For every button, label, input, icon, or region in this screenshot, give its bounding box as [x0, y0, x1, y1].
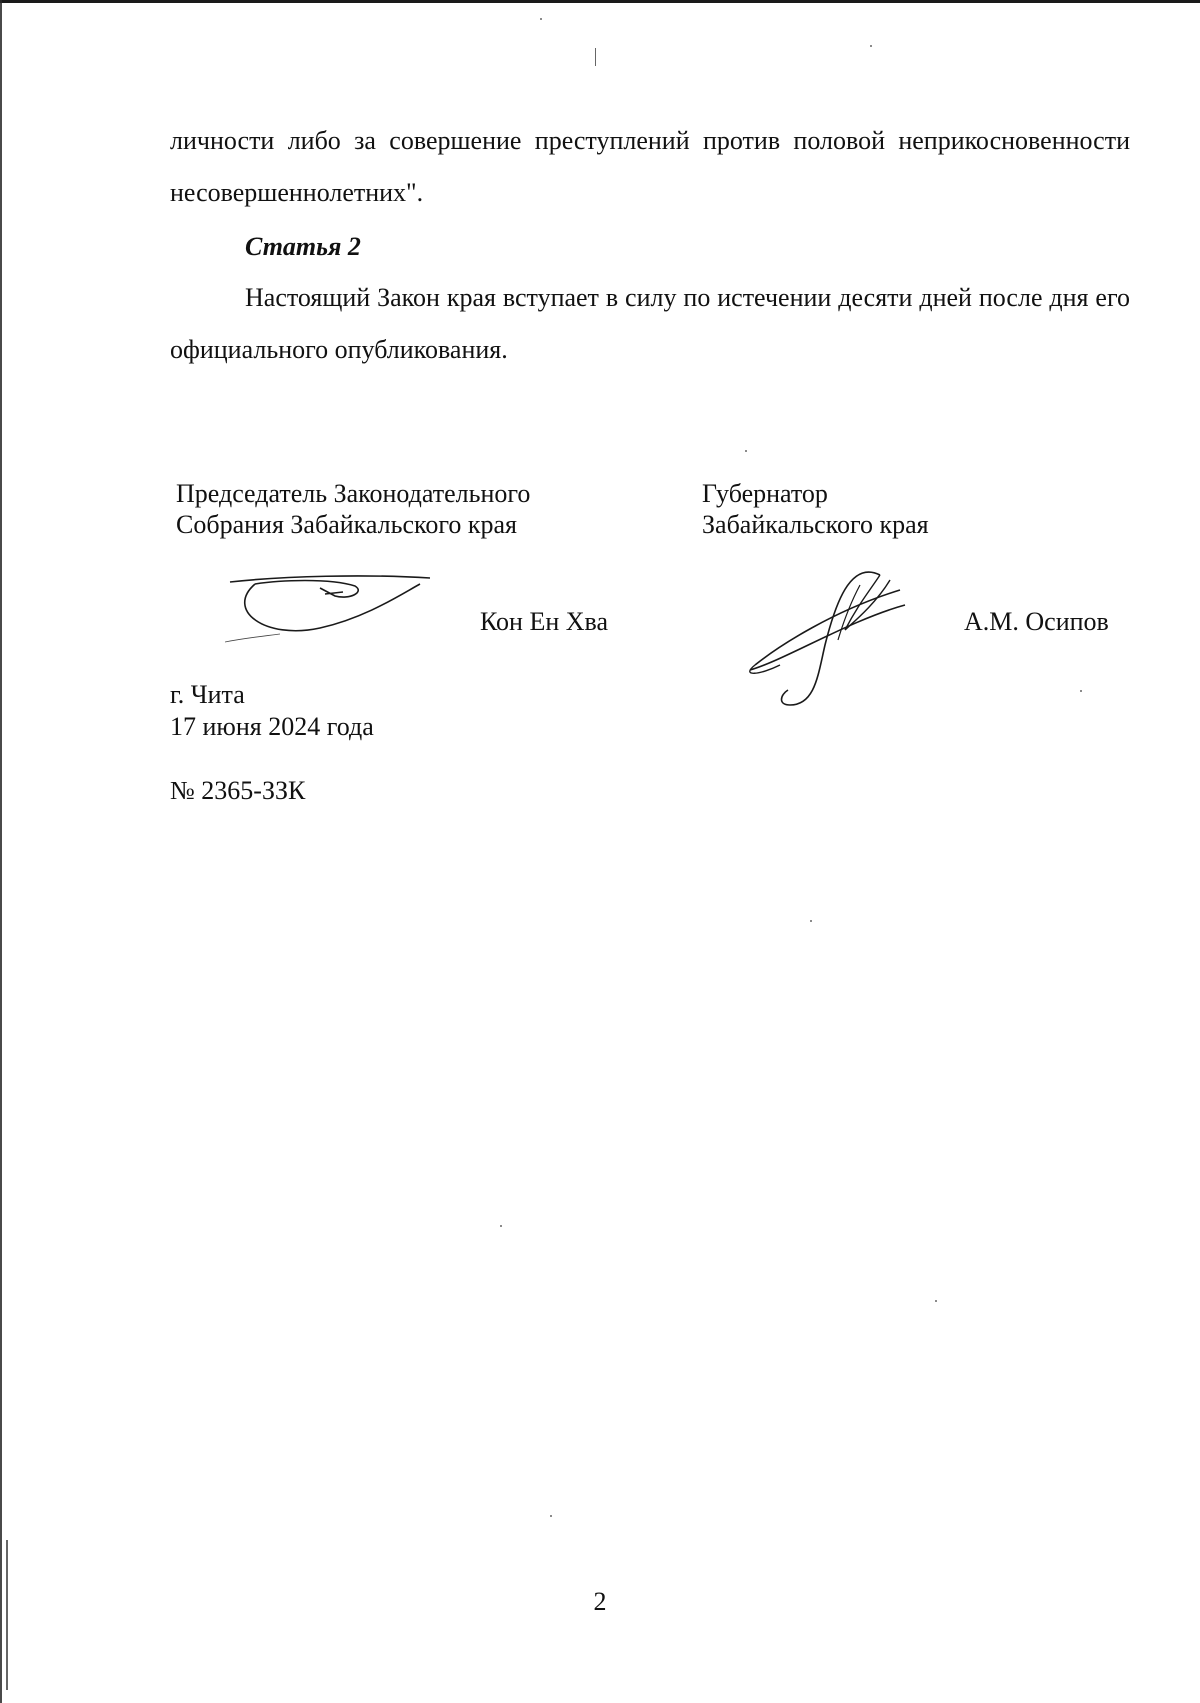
scan-speck: [6, 1540, 8, 1690]
scan-speck: [810, 920, 812, 922]
signature-right-image: [740, 565, 910, 715]
signatory-left-title-line-1: Председатель Законодательного: [176, 479, 531, 508]
scan-speck: [595, 48, 596, 66]
place-and-date: [170, 679, 374, 743]
signatory-left-name: Кон Ен Хва: [480, 607, 609, 636]
signature-left-image: [225, 570, 435, 645]
scan-border-left: [0, 0, 2, 1703]
signatory-right-name: А.М. Осипов: [964, 607, 1109, 636]
page-number: 2: [593, 1587, 607, 1616]
scan-speck: [550, 1515, 552, 1517]
scan-border-top: [0, 0, 1200, 3]
scan-speck: [1080, 690, 1082, 692]
article-heading: Статья 2: [245, 232, 361, 261]
signatory-right-title-line-1: Губернатор: [702, 479, 828, 508]
continued-paragraph: личности либо за совершение преступлений против половой неприкосновенности несовершеннолетних".: [170, 126, 1130, 207]
scan-speck: [540, 18, 542, 20]
article-2-text: Настоящий Закон края вступает в силу по истечении десяти дней после дня его официального опубликования.: [170, 283, 1130, 364]
scan-speck: [935, 1300, 937, 1302]
signatory-right-title: [702, 478, 929, 540]
signatory-left-title: [176, 478, 530, 540]
signing-place: г. Чита: [170, 680, 245, 709]
signing-date: 17 июня 2024 года: [170, 712, 374, 741]
signatory-right-title-line-2: Забайкальского края: [702, 510, 929, 539]
document-number: № 2365-ЗЗК: [170, 776, 306, 805]
scan-speck: [500, 1225, 502, 1227]
signatory-left-title-line-2: Собрания Забайкальского края: [176, 510, 517, 539]
scan-speck: [870, 45, 872, 47]
scan-speck: [745, 450, 747, 452]
